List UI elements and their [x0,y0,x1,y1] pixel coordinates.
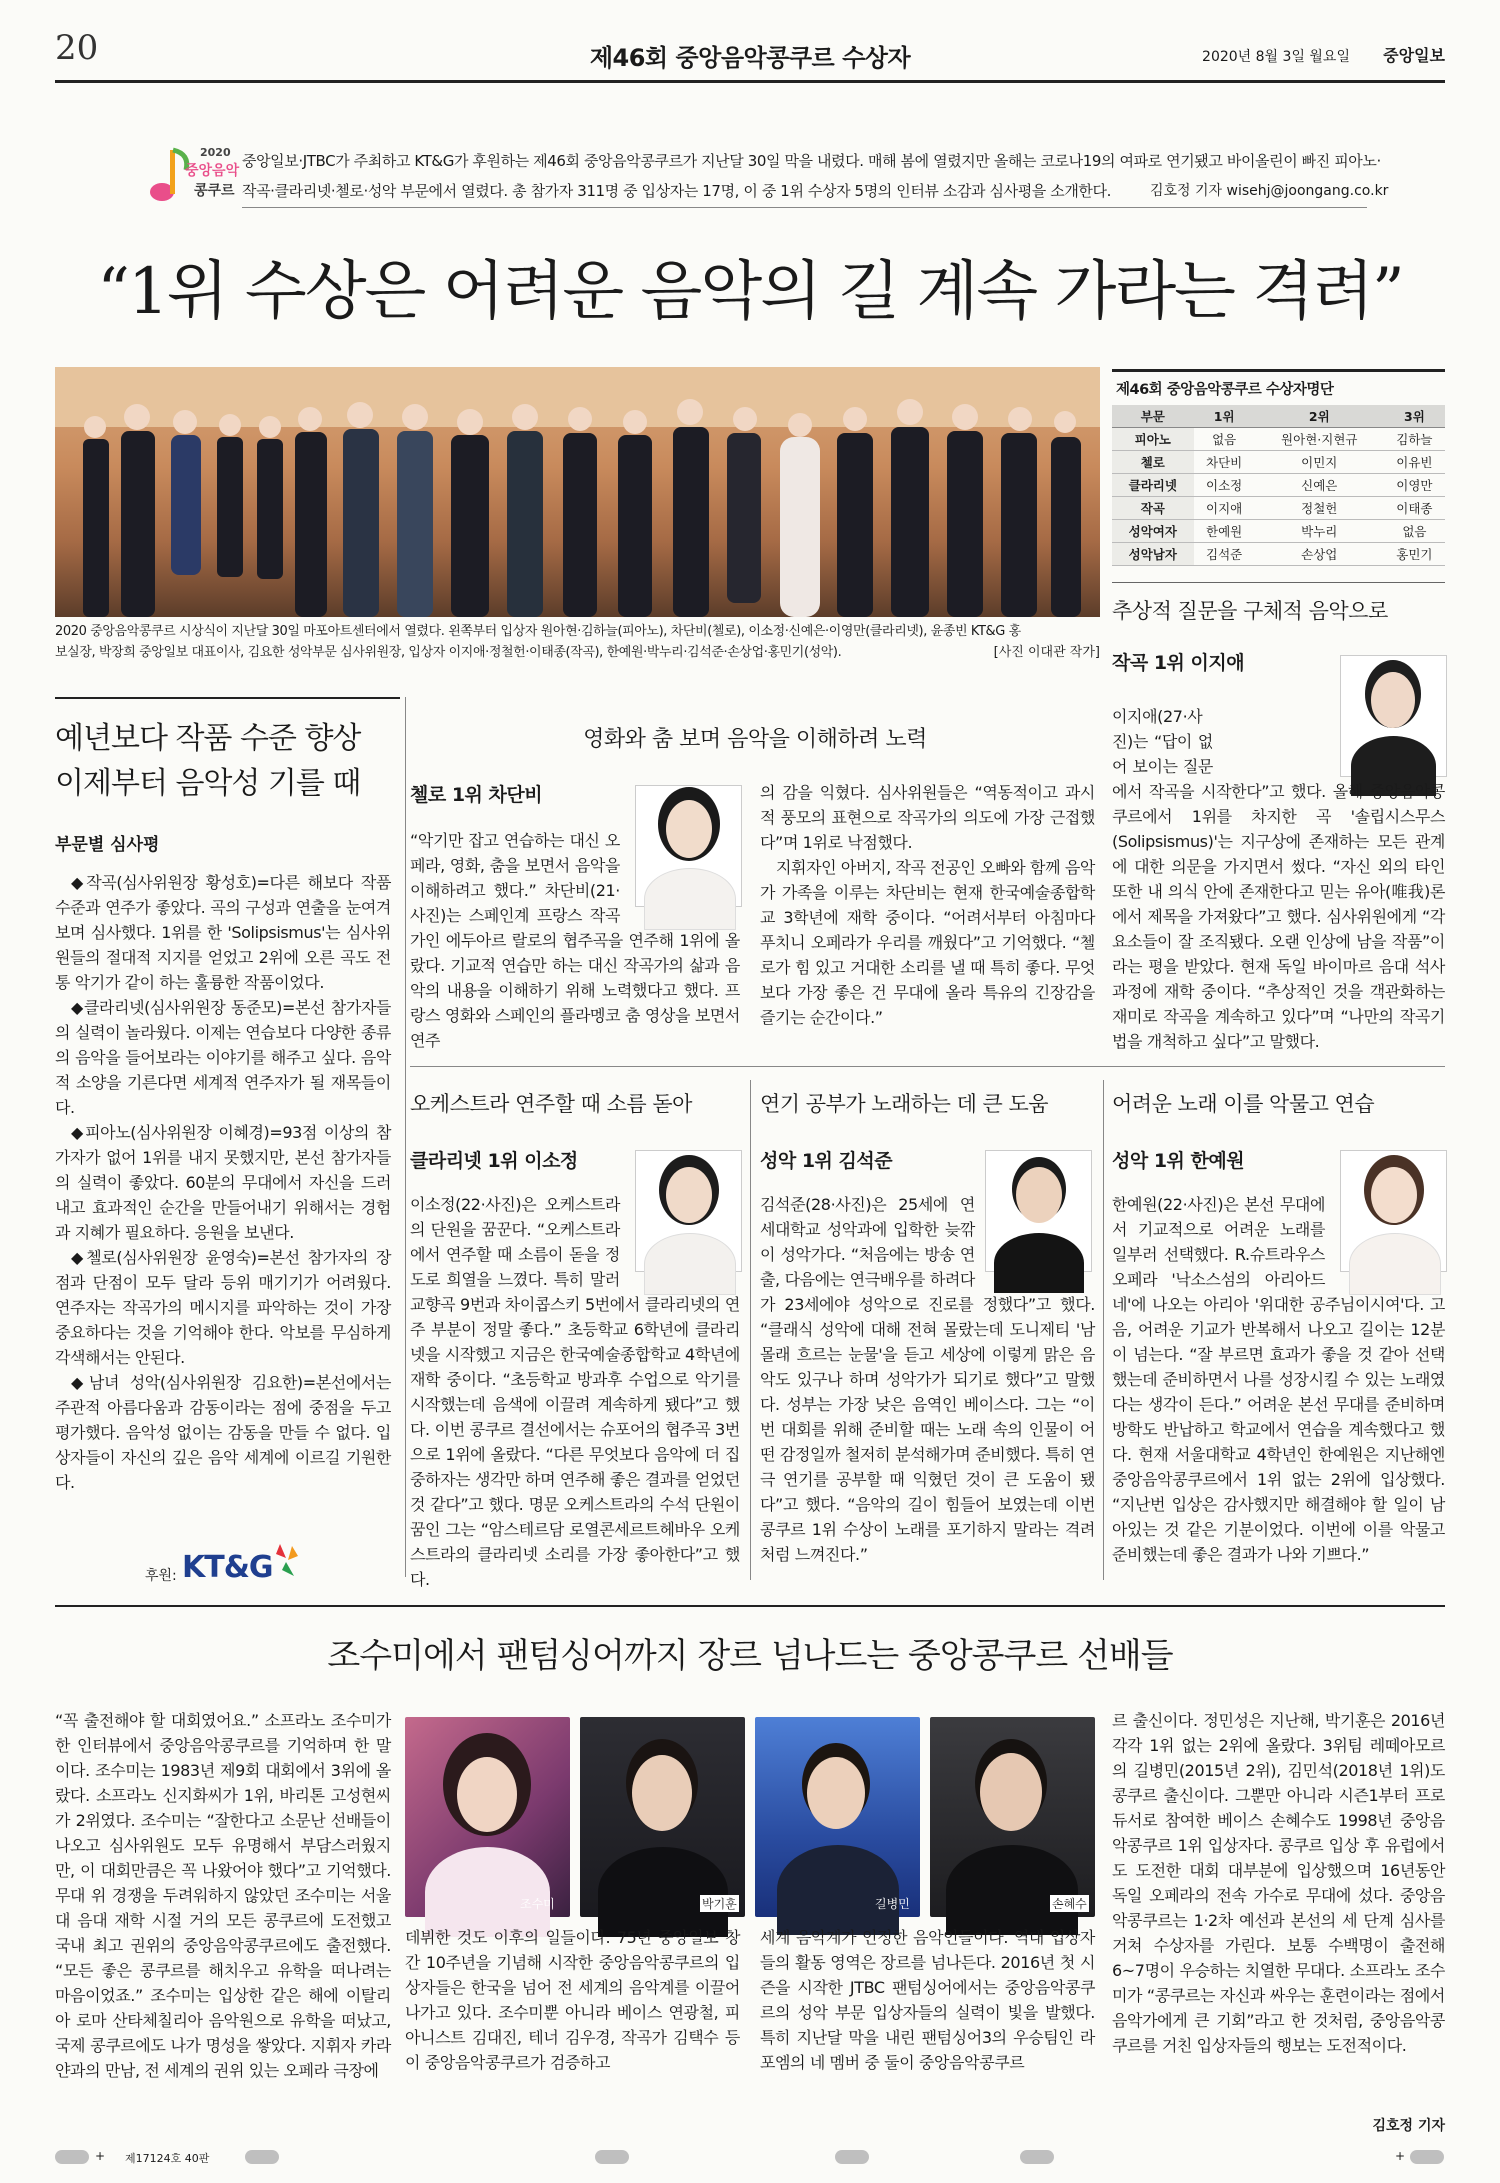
table-cell: 홍민기 [1384,543,1445,566]
table-row [1112,543,1445,566]
review-paragraph: ◆첼로(심사위원장 윤영숙)=본선 참가자의 장점과 단점이 모두 달라 등위 매기기가 어려웠다. 연주자는 작곡가의 메시지를 파악하는 것이 가장 중요하다는 것을 기억해야 한다. 악보를 무심하게 각색해서는 안된다. [55,1248,391,1367]
review-heading-line-2: 이제부터 음악성 기를 때 [55,766,361,801]
table-cell: 첼로 [1112,451,1194,474]
alumni-byline: 김호정 기자 [1372,2118,1445,2134]
table-cell: 성악여자 [1112,520,1194,543]
clarinet-text: 이소정(22·사진)은 오케스트라의 단원을 꿈꾼다. “오케스트라에서 연주할 때 소름이 돋을 정도로 희열을 느꼈다. 특히 말러 교향곡 9번과 차이콥스키 5번에서 클라리넷의 연주 부분이 정말 좋다.” 초등학교 6학년에 클라리넷을 시작했고 지금은 한국예술종합학교 4학년에 재학 중이다. “초등학교 방과후 수업으로 악기를 시작했는데 음색에 이끌려 계속하게 됐다”고 했다. 이번 콩쿠르 결선에서는 슈포어의 협주곡 3번으로 1위에 올랐다. “다른 무엇보다 음악에 더 집중하자는 생각만 하며 연주해 좋은 결과를 얻었던 것 같다”고 했다. 명문 오케스트라의 수석 단원이 꿈인 그는 “암스테르담 로열콘세르트헤바우 오케스트라의 클라리넷 소리를 가장 좋아한다”고 했다. [410,1195,740,1589]
table-cell: 김하늘 [1384,428,1445,451]
male-vocal-section-title: 연기 공부가 노래하는 데 큰 도움 [760,1092,1049,1116]
winners-table-box [1112,369,1445,566]
footer-registration-mark [1020,2150,1054,2164]
photo-caption-line-2: 보실장, 박장희 중앙일보 대표이사, 김요한 성악부문 심사위원장, 입상자 이지애·정철헌·이태종(작곡), 한예원·박누리·김석준·손상업·홍민기(성악). [55,645,842,660]
review-heading-line-1: 예년보다 작품 수준 향상 [55,721,361,756]
table-cell: 이태종 [1384,497,1445,520]
review-paragraph: ◆남녀 성악(심사위원장 김요한)=본선에서는 주관적 아름다움과 감동이라는 점에 중점을 두고 평가했다. 음악성 없이는 감동을 만들 수 없다. 입상자들이 자신의 깊은 음악 세계에 이르길 기원한다. [55,1373,391,1492]
male-vocal-text: 김석준(28·사진)은 25세에 연세대학교 성악과에 입학한 늦깎이 성악가다. “처음에는 방송 연출, 다음에는 연극배우를 하려다가 23세에야 성악으로 진로를 정했다”고 했다. “클래식 성악에 대해 전혀 몰랐는데 도니제티 '남몰래 흐르는 눈물'을 듣고 세상에 이렇게 맑은 음악도 있구나 하며 성악가가 되기로 했다”고 말했다. 성부는 가장 낮은 음역인 베이스다. 그는 “이번 대회를 위해 준비할 때는 노래 속의 인물이 어떤 감정일까 철저히 분석해가며 준비했다. 특히 연극 연기를 공부할 때 익혔던 것이 큰 도움이 됐다”고 했다. “음악의 길이 힘들어 보였는데 이번 콩쿠르 1위 수상이 노래를 포기하지 말라는 격려처럼 느껴진다.” [760,1195,1095,1564]
table-cell: 김석준 [1194,543,1255,566]
cello-article-col-1 [410,828,740,1048]
intro-rule [242,207,1367,208]
intro-line-2: 작곡·클라리넷·첼로·성악 부문에서 열렸다. 총 참가자 311명 중 입상자는 17명, 이 중 1위 수상자 5명의 인터뷰 소감과 심사평을 소개한다. [242,182,1111,200]
alumni-article-col-4 [1112,1708,1445,2108]
photo-credit: [사진 이대관 작가] [993,645,1100,660]
footer-registration-mark [595,2150,629,2164]
logo-line1: 중앙음악 [185,163,240,179]
ceremony-photo [55,367,1100,617]
composition-section-title: 추상적 질문을 구체적 음악으로 [1112,599,1388,623]
photo-label: 손혜수 [1052,1897,1087,1911]
logo-year: 2020 [200,146,231,159]
table-cell: 이유빈 [1384,451,1445,474]
winners-table-title: 제46회 중앙음악콩쿠르 수상자명단 [1116,382,1334,398]
table-row [1112,428,1445,451]
table-cell: 클라리넷 [1112,474,1194,497]
alumni-photo-son-hyesoo [930,1717,1095,1917]
sponsor-label: 후원: [145,1568,177,1584]
intro-byline: 김호정 기자 wisehj@joongang.co.kr [1150,183,1389,199]
table-cell: 작곡 [1112,497,1194,520]
cello-winner-heading: 첼로 1위 차단비 [410,784,543,806]
intro-line-1: 중앙일보·JTBC가 주최하고 KT&G가 후원하는 제46회 중앙음악콩쿠르가 지난달 30일 막을 내렸다. 매해 봄에 열렸지만 올해는 코로나19의 여파로 연기됐고 바이올린이 빠진 피아노· [242,152,1381,170]
alumni-article-col-1 [55,1708,391,2148]
review-article [55,870,391,1515]
cello-text-3: 지휘자인 아버지, 작곡 전공인 오빠와 함께 음악가 가족을 이루는 차단비는 현재 한국예술종합학교 3학년에 재학 중이다. “어려서부터 아침마다 푸치니 오페라가 우리를 깨웠다”고 기억했다. “첼로가 힘 있고 거대한 소리를 낼 때 특히 좋다. 무엇보다 가장 좋은 건 무대에 올라 특유의 긴장감을 즐기는 순간이다.” [760,858,1095,1027]
composition-winner-heading: 작곡 1위 이지애 [1112,652,1245,674]
alumni-article-col-2 [405,1925,740,2125]
logo-line2: 콩쿠르 [194,183,235,199]
footer-plus-icon: + [95,2149,106,2163]
winners-table-header-row [1112,405,1445,428]
clarinet-section-title: 오케스트라 연주할 때 소름 돋아 [410,1092,692,1116]
photo-label: 박기훈 [702,1897,737,1911]
cello-text-1: “악기만 잡고 연습하는 대신 오페라, 영화, 춤을 보면서 음악을 이해하려고 했다.” 차단비(21·사진)는 스페인계 프랑스 작곡가인 에두아르 랄로의 협주곡을 연주해 1위에 올랐다. 기교적 연습만 하는 대신 작곡가의 삶과 음악의 내용을 이해하기 위해 노력했다고 했다. 프랑스 영화와 스페인의 플라멩코 춤 영상을 보면서 연주 [410,831,740,1050]
cello-section-title: 영화와 춤 보며 음악을 이해하려 노력 [583,727,927,752]
female-vocal-text: 한예원(22·사진)은 본선 무대에서 기교적으로 어려운 노래를 일부러 선택했다. R.슈트라우스 오페라 '낙소스섬의 아리아드네'에 나오는 아리아 '위대한 공주님이시여'다. 고음, 어려운 기교가 반복해서 나오고 길이는 12분이 넘는다. “잘 부르면 효과가 좋을 것 같아 선택했는데 준비하면서 나를 성장시킬 수 있는 노래였다는 생각이 든다.” 어려운 본선 무대를 준비하며 방학도 반납하고 학교에서 연습을 계속했다고 했다. 현재 서울대학교 4학년인 한예원은 지난해엔 중앙음악콩쿠르에서 1위 없는 2위에 입상했다. “지난번 입상은 감사했지만 해결해야 할 일이 남아있는 것 같은 기분이었다. 이번에 이를 악물고 준비했는데 좋은 결과가 나와 기쁘다.” [1112,1195,1445,1564]
table-cell: 정철헌 [1255,497,1384,520]
table-row [1112,497,1445,520]
footer-plus-icon: + [1395,2149,1406,2163]
female-vocal-winner-heading: 성악 1위 한예원 [1112,1150,1245,1172]
alumni-photo-gil-byeongmin [755,1717,920,1917]
alumni-headline: 조수미에서 팬텀싱어까지 장르 넘나드는 중앙콩쿠르 선배들 [327,1636,1173,1676]
female-vocal-article [1112,1192,1445,1582]
header-rule [55,80,1445,83]
cello-text-2: 의 감을 익혔다. 심사위원들은 “역동적이고 과시적 풍모의 표현으로 작곡가의 의도에 가장 근접했다”며 1위로 낙점했다. [760,783,1095,852]
table-cell: 손상업 [1255,543,1384,566]
table-cell: 이영만 [1384,474,1445,497]
clarinet-article [410,1192,740,1589]
group-photo-illustration [55,367,1100,617]
section-title: 제46회 중앙음악콩쿠르 수상자 [589,44,911,72]
photo-label: 길병민 [875,1897,910,1911]
table-cell: 피아노 [1112,428,1194,451]
review-paragraph: ◆작곡(심사위원장 황성호)=다른 해보다 작품 수준과 연주가 좋았다. 곡의 구성과 연출을 눈여겨보며 심사했다. 1위를 한 'Solipsismus'는 심사위원들의 절대적 지지를 얻었고 2위에 오른 곡도 전통 악기가 같이 하는 훌륭한 작품이었다. [55,873,391,992]
female-vocal-section-title: 어려운 노래 이를 악물고 연습 [1112,1092,1375,1116]
sponsor-sparkle-icon [272,1540,302,1580]
paper-name: 중앙일보 [1383,46,1445,65]
photo-label: 조수미 [520,1897,555,1911]
table-header-cell: 3위 [1384,405,1445,428]
table-row [1112,474,1445,497]
table-cell: 신예은 [1255,474,1384,497]
issue-date: 2020년 8월 3일 월요일 [1202,49,1350,65]
table-header-cell: 1위 [1194,405,1255,428]
alumni-text-2: 데뷔한 것도 이후의 일들이다. 75년 중앙일보 창간 10주년을 기념해 시작한 중앙음악콩쿠르의 입상자들은 한국을 넘어 전 세계의 음악계를 이끌어나가고 있다. 조수미뿐 아니라 베이스 연광철, 피아니스트 김대진, 테너 김우경, 작곡가 김택수 등이 중앙음악콩쿠르가 검증하고 [405,1928,740,2072]
table-cell: 박누리 [1255,520,1384,543]
male-vocal-winner-heading: 성악 1위 김석준 [760,1150,893,1172]
photo-caption-line-1: 2020 중앙음악콩쿠르 시상식이 지난달 30일 마포아트센터에서 열렸다. 왼쪽부터 입상자 원아현·김하늘(피아노), 차단비(첼로), 이소정·신예은·이영만(클라리넷), 윤종빈 KT&G 홍 [55,624,1021,639]
alumni-text-4: 르 출신이다. 정민성은 지난해, 박기훈은 2016년 각각 1위 없는 2위에 올랐다. 3위팀 레떼아모르의 길병민(2015년 2위), 김민석(2018년 1위)도 콩쿠르 출신이다. 그뿐만 아니라 시즌1부터 프로듀서로 참여한 베이스 손혜수도 1998년 중앙음악콩쿠르 1위 입상자다. 콩쿠르 입상 후 유럽에서도 도전한 대회 대부분에 입상했으며 16년동안 독일 오페라의 전속 가수로 무대에 섰다. 중앙음악콩쿠르는 1·2차 예선과 본선의 세 단계 심사를 거쳐 수상자를 가린다. 보통 수백명이 출전해 6~7명이 우승하는 치열한 무대다. 소프라노 조수미가 “콩쿠르는 자신과 싸우는 훈련이라는 점에서 음악가에게 큰 기회”라고 한 것처럼, 중앙음악콩쿠르를 거친 입상자들의 행보는 도전적이다. [1112,1711,1445,2055]
table-header-cell: 2위 [1255,405,1384,428]
table-row [1112,520,1445,543]
table-cell: 없음 [1384,520,1445,543]
table-cell: 성악남자 [1112,543,1194,566]
page-number: 20 [55,28,99,68]
sponsor-logo-text: KT&G [182,1550,273,1585]
composition-text: 이지애(27·사진)는 “답이 없어 보이는 질문에서 작곡을 시작한다”고 했다. 올해 중앙음악콩쿠르에서 1위를 차지한 곡 '솔립시스무스(Solipsismus)'는 지구상에 존재하는 모든 관계에 대한 의문을 가지면서 썼다. “자신 외의 타인 또한 내 의식 안에 존재한다고 믿는 유아(唯我)론에서 제목을 가져왔다”고 했다. 심사위원에게 “각 요소들이 잘 조직됐다. 오랜 인상에 남을 작품”이라는 평을 받았다. 현재 독일 바이마르 음대 석사과정에 재학 중이다. “추상적인 것을 객관화하는 재미로 작곡을 계속하고 있다”며 “나만의 작곡기법을 개척하고 싶다”고 말했다. [1112,707,1445,1051]
clarinet-winner-heading: 클라리넷 1위 이소정 [410,1150,578,1172]
alumni-text-3: 세계 음악계가 인정한 음악인들이다. 역대 입상자들의 활동 영역은 장르를 넘나든다. 2016년 첫 시즌을 시작한 JTBC 팬텀싱어에서는 중앙음악콩쿠르의 성악 부문 입상자들의 실력이 빛을 발했다. 특히 지난달 막을 내린 팬텀싱어3의 우승팀인 라포엠의 네 멤버 중 둘이 중앙음악콩쿠르 [760,1928,1095,2072]
review-subheading: 부문별 심사평 [55,835,160,855]
table-cell: 이지애 [1194,497,1255,520]
review-paragraph: ◆피아노(심사위원장 이혜경)=93점 이상의 참가자가 없어 1위를 내지 못했지만, 본선 참가자들의 실력이 좋았다. 60분의 무대에서 자신을 드러내고 효과적인 순간을 만들어내기 위해서는 경험과 지혜가 필요하다. 응원을 보낸다. [55,1123,391,1242]
table-cell: 원아현·지현규 [1255,428,1384,451]
table-cell: 한예원 [1194,520,1255,543]
alumni-article-col-3 [760,1925,1095,2125]
cello-article-col-2 [760,780,1095,1040]
table-row [1112,451,1445,474]
footer-registration-mark [245,2150,279,2164]
review-paragraph: ◆클라리넷(심사위원장 동준모)=본선 참가자들의 실력이 놀라웠다. 이제는 연습보다 다양한 종류의 음악을 들어보라는 이야기를 해주고 싶다. 음악적 소양을 기른다면 세계적 연주자가 될 재목들이다. [55,998,391,1117]
table-cell: 이소정 [1194,474,1255,497]
footer-registration-mark [835,2150,869,2164]
main-headline: “1위 수상은 어려운 음악의 길 계속 가라는 격려” [97,255,1403,329]
footer-registration-mark [1410,2150,1444,2164]
footer-registration-mark [55,2150,89,2164]
table-cell: 차단비 [1194,451,1255,474]
winners-table [1112,405,1445,566]
alumni-photo-park-kihoon [580,1717,745,1917]
table-cell: 없음 [1194,428,1255,451]
male-vocal-article [760,1192,1095,1582]
alumni-photo-jo-sumi [405,1717,570,1917]
alumni-text-1: “꼭 출전해야 할 대회였어요.” 소프라노 조수미가 한 인터뷰에서 중앙음악콩쿠르를 기억하며 한 말이다. 조수미는 1983년 제9회 대회에서 3위에 올랐다. 소프라노 신지화씨가 1위, 바리톤 고성현씨가 2위였다. 조수미는 “잘한다고 소문난 선배들이 나오고 심사위원도 모두 유명해서 부담스러웠지만, 이 대회만큼은 꼭 나왔어야 했다”고 기억했다. 무대 위 경쟁을 두려워하지 않았던 조수미는 서울대 음대 재학 시절 거의 모든 콩쿠르에 도전했고 국내 최고 권위의 중앙음악콩쿠르에도 출전했다. “모든 좋은 콩쿠르를 해치우고 유학을 떠나려는 마음이었죠.” 조수미는 입상한 같은 해에 이탈리아 로마 산타체칠리아 음악원으로 유학을 떠났고, 국제 콩쿠르에도 나가 명성을 쌓았다. 지휘자 카라얀과의 만남, 전 세계의 권위 있는 오페라 극장에 [55,1711,391,2080]
table-header-cell: 부문 [1112,405,1194,428]
table-cell: 이민지 [1255,451,1384,474]
footer-issue-code: 제17124호 40판 [125,2152,210,2165]
composition-article [1112,704,1445,1051]
